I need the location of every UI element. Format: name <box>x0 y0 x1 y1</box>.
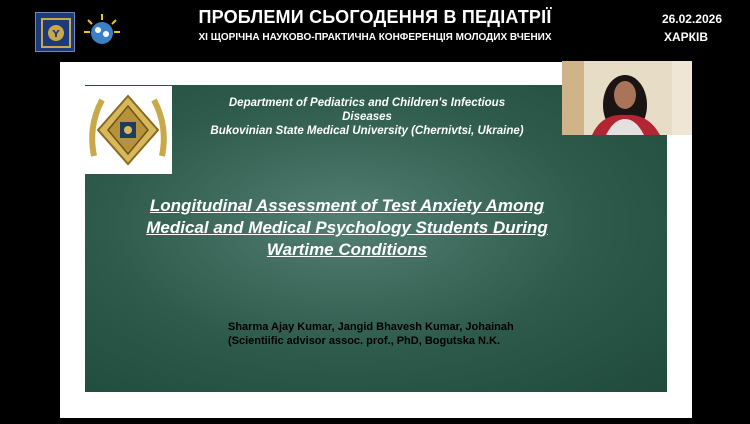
university-crest-logo <box>84 86 172 174</box>
department-line-2: Diseases <box>342 111 392 123</box>
presentation-title <box>92 195 602 261</box>
svg-text:Y: Y <box>52 29 60 40</box>
authors-names: Sharma Ajay Kumar, Jangid Bhavesh Kumar, Johainah <box>228 321 514 333</box>
university-name: Bukovinian State Medical University (Chernivtsi, Ukraine) <box>210 125 524 137</box>
title-line-3: Wartime Conditions <box>266 240 428 259</box>
conference-header <box>0 0 750 58</box>
conference-title: ПРОБЛЕМИ СЬОГОДЕННЯ В ПЕДІАТРІЇ <box>198 7 552 27</box>
university-logo <box>35 12 75 52</box>
conference-city: ХАРКІВ <box>664 30 708 44</box>
conference-subtitle: XI ЩОРІЧНА НАУКОВО-ПРАКТИЧНА КОНФЕРЕНЦІЯ МОЛОДИХ ВЧЕНИХ <box>198 32 552 43</box>
speaker-webcam-video <box>562 61 692 135</box>
department-line-1: Department of Pediatrics and Children's Infectious <box>228 97 506 109</box>
scientific-advisor: (Scientiific advisor assoc. prof., PhD, Bogutska N.K. <box>228 335 501 347</box>
conference-logo <box>82 12 122 52</box>
department-info <box>172 96 562 138</box>
title-line-1: Longitudinal Assessment of Test Anxiety Among <box>149 196 545 215</box>
authors-block <box>228 320 628 348</box>
conference-date: 26.02.2026 <box>661 12 722 26</box>
title-line-2: Medical and Medical Psychology Students During <box>146 218 548 237</box>
